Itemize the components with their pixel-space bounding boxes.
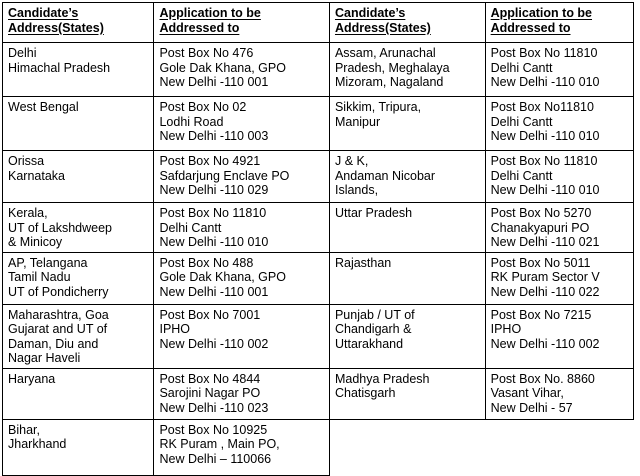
table-row [3,304,634,368]
postbox-cell: Post Box No 476 Gole Dak Khana, GPO New Delhi -110 001 [154,43,330,97]
postbox-cell: Post Box No 02 Lodhi Road New Delhi -110 003 [154,97,330,151]
postbox-cell: Post Box No 7215 IPHO New Delhi -110 002 [485,304,633,368]
postbox-cell: Post Box No 5011 RK Puram Sector V New Delhi -110 022 [485,252,633,304]
postbox-cell: Post Box No 7001 IPHO New Delhi -110 002 [154,304,330,368]
state-cell: AP, Telangana Tamil Nadu UT of Pondicherry [3,252,154,304]
address-table-container [2,2,634,476]
state-cell: Uttar Pradesh [329,203,485,253]
header-application-address-left: Application to be Addressed to [154,3,330,43]
table-row [3,419,634,475]
empty-cell [329,419,633,475]
state-cell: J & K, Andaman Nicobar Islands, [329,151,485,203]
postbox-cell: Post Box No 4921 Safdarjung Enclave PO New Delhi -110 029 [154,151,330,203]
postbox-cell: Post Box No11810 Delhi Cantt New Delhi -110 010 [485,97,633,151]
header-candidate-address-right: Candidate’s Address(States) [329,3,485,43]
table-row [3,97,634,151]
table-row [3,43,634,97]
table-row [3,368,634,419]
state-cell: Kerala, UT of Lakshdweep & Minicoy [3,203,154,253]
postbox-cell: Post Box No 11810 Delhi Cantt New Delhi -110 010 [485,151,633,203]
state-cell: Orissa Karnataka [3,151,154,203]
header-application-address-right: Application to be Addressed to [485,3,633,43]
table-row [3,252,634,304]
postbox-cell: Post Box No 5270 Chanakyapuri PO New Delhi -110 021 [485,203,633,253]
header-candidate-address-left: Candidate’s Address(States) [3,3,154,43]
postbox-cell: Post Box No 11810 Delhi Cantt New Delhi -110 010 [154,203,330,253]
postbox-cell: Post Box No. 8860 Vasant Vihar, New Delhi - 57 [485,368,633,419]
state-cell: Maharashtra, Goa Gujarat and UT of Daman, Diu and Nagar Haveli [3,304,154,368]
table-row [3,203,634,253]
address-table [2,2,634,476]
state-cell: Rajasthan [329,252,485,304]
state-cell: Sikkim, Tripura, Manipur [329,97,485,151]
state-cell: Assam, Arunachal Pradesh, Meghalaya Mizoram, Nagaland [329,43,485,97]
state-cell: Haryana [3,368,154,419]
header-row [3,3,634,43]
postbox-cell: Post Box No 11810 Delhi Cantt New Delhi -110 010 [485,43,633,97]
state-cell: West Bengal [3,97,154,151]
state-cell: Bihar, Jharkhand [3,419,154,475]
postbox-cell: Post Box No 488 Gole Dak Khana, GPO New Delhi -110 001 [154,252,330,304]
postbox-cell: Post Box No 10925 RK Puram , Main PO, New Delhi – 110066 [154,419,330,475]
postbox-cell: Post Box No 4844 Sarojini Nagar PO New Delhi -110 023 [154,368,330,419]
state-cell: Delhi Himachal Pradesh [3,43,154,97]
table-row [3,151,634,203]
state-cell: Punjab / UT of Chandigarh & Uttarakhand [329,304,485,368]
state-cell: Madhya Pradesh Chatisgarh [329,368,485,419]
